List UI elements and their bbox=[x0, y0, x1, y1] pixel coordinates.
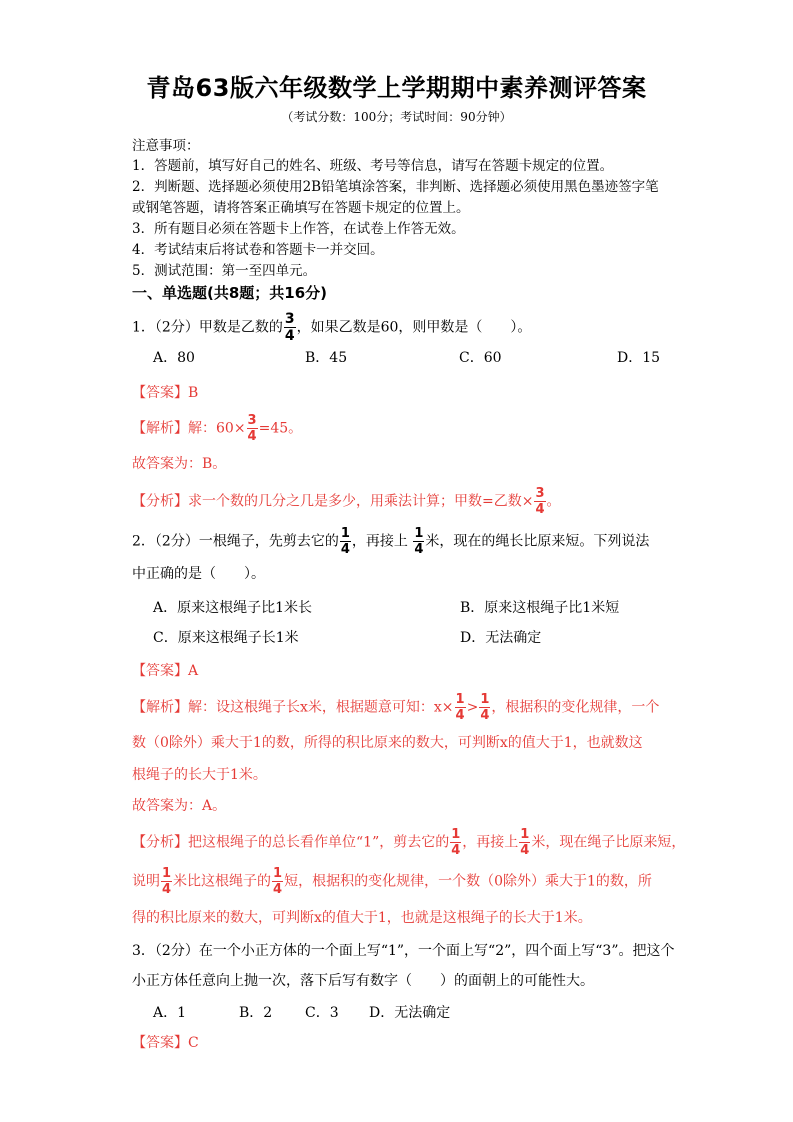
fraction: $\frac{3}{4}$ bbox=[284, 311, 295, 344]
question-text: 小正方体任意向上抛一次，落下后写有数字（ ）的面朝上的可能性大。 bbox=[132, 973, 594, 989]
option-b: B．45 bbox=[305, 350, 348, 366]
exam-info: （考试分数：100分；考试时间：90分钟） bbox=[281, 110, 512, 124]
fraction: $\frac{1}{4}$ bbox=[414, 526, 424, 557]
analysis-tag: 【分析】 bbox=[132, 834, 188, 851]
fraction: $\frac{1}{4}$ bbox=[162, 866, 172, 897]
analysis-line: 得的积比原来的数大，可判断x的值大于1，也就是这根绳子的长大于1米。 bbox=[132, 910, 592, 926]
note-item: 3．所有题目必须在答题卡上作答，在试卷上作答无效。 bbox=[132, 221, 465, 237]
option-c: C．60 bbox=[459, 350, 502, 366]
solution-line: 数（0除外）乘大于1的数，所得的积比原来的数大，可判断x的值大于1，也就数这 bbox=[132, 735, 643, 751]
answer-label: 【答案】A bbox=[132, 663, 199, 679]
fraction: $\frac{1}{4}$ bbox=[451, 827, 461, 858]
question-3-stem: 3．（2分）在一个小正方体的一个面上写“1”，一个面上写“2”，四个面上写“3”。把这个 bbox=[132, 943, 675, 959]
answer-label: 【答案】C bbox=[132, 1035, 199, 1051]
question-1-stem bbox=[132, 312, 531, 343]
option-d: D．无法确定 bbox=[460, 630, 542, 646]
fraction: $\frac{1}{4}$ bbox=[340, 526, 350, 557]
note-item: 2．判断题、选择题必须使用2B铅笔填涂答案，非判断、选择题必须使用黑色墨迹签字笔 bbox=[132, 179, 659, 195]
fraction: $\frac{1}{4}$ bbox=[455, 692, 465, 723]
note-item: 4．考试结束后将试卷和答题卡一并交回。 bbox=[132, 242, 384, 258]
option-c: C．3 bbox=[305, 1005, 339, 1021]
conclusion: 故答案为：B。 bbox=[132, 456, 227, 472]
analysis-line: 【分析】求一个数的几分之几是多少，用乘法计算；甲数=乙数× $\frac{3}{4}$ 。 bbox=[132, 486, 561, 517]
solution-line: 根绳子的长大于1米。 bbox=[132, 767, 267, 783]
question-text: ，如果乙数是60，则甲数是（ ）。 bbox=[296, 319, 532, 336]
option-b: B．原来这根绳子比1米短 bbox=[460, 600, 620, 616]
analysis-tag: 【分析】 bbox=[132, 493, 188, 510]
question-text: 中正确的是（ ）。 bbox=[132, 566, 265, 582]
fraction: $\frac{3}{4}$ bbox=[535, 486, 545, 517]
note-item: 1．答题前，填写好自己的姓名、班级、考号等信息，请写在答题卡规定的位置。 bbox=[132, 158, 614, 174]
solution-line: 【解析】解：60× $\frac{3}{4}$ =45。 bbox=[132, 413, 303, 444]
fraction: $\frac{1}{4}$ bbox=[480, 692, 490, 723]
option-a: A．1 bbox=[153, 1005, 187, 1021]
fraction: $\frac{1}{4}$ bbox=[273, 866, 283, 897]
fraction: $\frac{3}{4}$ bbox=[247, 413, 257, 444]
question-2-stem: 2．（2分）一根绳子，先剪去它的 $\frac{1}{4}$ ，再接上 $\frac{1}{4}$ 米，现在的绳长比原来短。下列说法 bbox=[132, 526, 650, 557]
option-a: A．80 bbox=[153, 350, 195, 366]
option-a: A．原来这根绳子比1米长 bbox=[153, 600, 313, 616]
fraction: $\frac{1}{4}$ bbox=[520, 827, 530, 858]
analysis-line: 说明 $\frac{1}{4}$ 米比这根绳子的 $\frac{1}{4}$ 短，根据积的变化规律，一个数（0除外）乘大于1的数，所 bbox=[132, 866, 652, 897]
notes-heading: 注意事项： bbox=[132, 138, 200, 154]
option-d: D．15 bbox=[617, 350, 661, 366]
solution-tag: 【解析】 bbox=[132, 420, 188, 437]
note-item: 或钢笔答题，请将答案正确填写在答题卡规定的位置上。 bbox=[132, 200, 470, 216]
page-title: 青岛63版六年级数学上学期期中素养测评答案 bbox=[146, 74, 647, 102]
answer-label: 【答案】B bbox=[132, 385, 199, 401]
note-item: 5．测试范围：第一至四单元。 bbox=[132, 263, 317, 279]
question-text: 1．（2分）甲数是乙数的 bbox=[132, 319, 283, 336]
conclusion: 故答案为：A。 bbox=[132, 798, 227, 814]
section-heading: 一、单选题(共8题；共16分) bbox=[132, 284, 328, 302]
solution-tag: 【解析】 bbox=[132, 699, 188, 716]
option-b: B．2 bbox=[239, 1005, 273, 1021]
solution-line: 【解析】解：设这根绳子长x米，根据题意可知：x× $\frac{1}{4}$ > $\frac{1}{4}$ ，根据积的变化规律，一个 bbox=[132, 692, 660, 723]
option-d: D．无法确定 bbox=[369, 1005, 451, 1021]
option-c: C．原来这根绳子长1米 bbox=[153, 630, 299, 646]
analysis-line: 【分析】把这根绳子的总长看作单位“1”，剪去它的 $\frac{1}{4}$ ，再接上 $\frac{1}{4}$ 米，现在绳子比原来短， bbox=[132, 827, 686, 858]
